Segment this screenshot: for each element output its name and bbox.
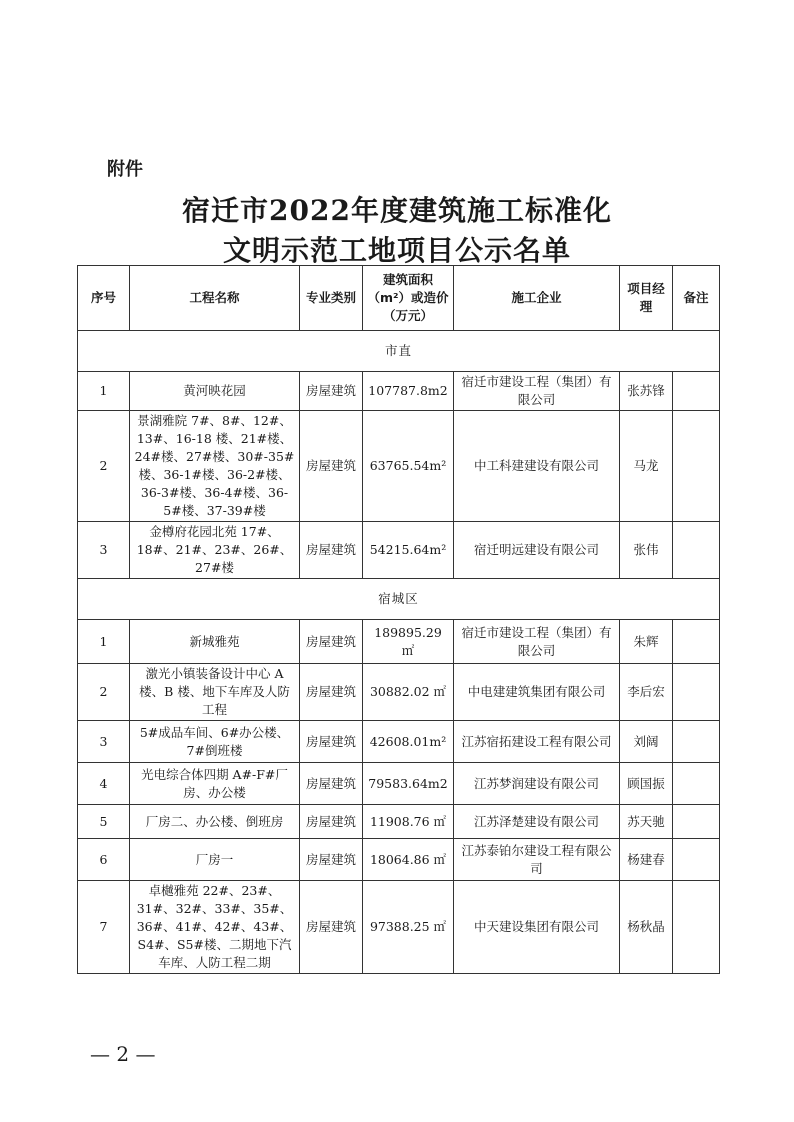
cell-category: 房屋建筑 [300,522,363,579]
table-row [78,372,720,411]
cell-no: 7 [78,881,130,974]
cell-name: 新城雅苑 [130,620,300,664]
cell-company: 宿迁市建设工程（集团）有限公司 [454,372,620,411]
cell-no: 1 [78,372,130,411]
document-title-line-2: 文明示范工地项目公示名单 [222,234,571,267]
cell-category: 房屋建筑 [300,763,363,805]
cell-area: 11908.76 ㎡ [363,805,454,839]
cell-area: 107787.8m2 [363,372,454,411]
attachment-label: 附件 [107,159,143,180]
cell-company: 江苏泽楚建设有限公司 [454,805,620,839]
cell-category: 房屋建筑 [300,881,363,974]
cell-name: 光电综合体四期 A#-F#厂房、办公楼 [130,763,300,805]
section-label: 宿城区 [78,579,720,620]
table-row [78,805,720,839]
cell-remark [673,805,720,839]
cell-name: 激光小镇装备设计中心 A 楼、B 楼、地下车库及人防工程 [130,664,300,721]
cell-area: 97388.25 ㎡ [363,881,454,974]
page-number: — 2 — [90,1042,156,1066]
cell-no: 4 [78,763,130,805]
cell-no: 1 [78,620,130,664]
cell-company: 江苏泰铂尔建设工程有限公司 [454,839,620,881]
cell-name: 厂房二、办公楼、倒班房 [130,805,300,839]
cell-no: 2 [78,411,130,522]
cell-remark [673,522,720,579]
cell-name: 5#成品车间、6#办公楼、7#倒班楼 [130,721,300,763]
cell-no: 2 [78,664,130,721]
cell-remark [673,372,720,411]
cell-company: 宿迁明远建设有限公司 [454,522,620,579]
header-remark: 备注 [673,266,720,331]
cell-area: 18064.86 ㎡ [363,839,454,881]
cell-remark [673,411,720,522]
cell-company: 中天建设集团有限公司 [454,881,620,974]
cell-name: 厂房一 [130,839,300,881]
cell-name: 卓樾雅苑 22#、23#、31#、32#、33#、35#、36#、41#、42#、43#、S4#、S5#楼、二期地下汽车库、人防工程二期 [130,881,300,974]
header-manager: 项目经理 [620,266,673,331]
cell-manager: 马龙 [620,411,673,522]
cell-category: 房屋建筑 [300,839,363,881]
cell-manager: 朱辉 [620,620,673,664]
cell-remark [673,664,720,721]
table-header-row [78,266,720,331]
cell-category: 房屋建筑 [300,664,363,721]
cell-category: 房屋建筑 [300,372,363,411]
cell-category: 房屋建筑 [300,721,363,763]
header-area: 建筑面积（m²）或造价（万元） [363,266,454,331]
cell-manager: 杨秋晶 [620,881,673,974]
table-row [78,664,720,721]
cell-no: 3 [78,522,130,579]
table-row [78,839,720,881]
cell-area: 42608.01m² [363,721,454,763]
cell-area: 63765.54m² [363,411,454,522]
cell-company: 宿迁市建设工程（集团）有限公司 [454,620,620,664]
section-row [78,579,720,620]
table-row [78,763,720,805]
cell-company: 中工科建建设有限公司 [454,411,620,522]
cell-area: 30882.02 ㎡ [363,664,454,721]
cell-company: 中电建建筑集团有限公司 [454,664,620,721]
cell-area: 54215.64m² [363,522,454,579]
cell-manager: 张伟 [620,522,673,579]
cell-category: 房屋建筑 [300,411,363,522]
cell-remark [673,839,720,881]
cell-manager: 张苏锋 [620,372,673,411]
cell-no: 6 [78,839,130,881]
table-row [78,721,720,763]
cell-area: 189895.29 ㎡ [363,620,454,664]
cell-category: 房屋建筑 [300,620,363,664]
cell-manager: 杨建春 [620,839,673,881]
project-roster-table [77,265,720,974]
cell-remark [673,721,720,763]
cell-name: 黄河映花园 [130,372,300,411]
section-label: 市直 [78,331,720,372]
document-title-line-1: 宿迁市2022年度建筑施工标准化 [182,194,612,227]
cell-company: 江苏梦润建设有限公司 [454,763,620,805]
cell-remark [673,763,720,805]
cell-name: 金樽府花园北苑 17#、18#、21#、23#、26#、27#楼 [130,522,300,579]
header-category: 专业类别 [300,266,363,331]
cell-remark [673,881,720,974]
cell-manager: 刘阔 [620,721,673,763]
header-no: 序号 [78,266,130,331]
table-row [78,620,720,664]
cell-category: 房屋建筑 [300,805,363,839]
cell-manager: 苏天驰 [620,805,673,839]
header-name: 工程名称 [130,266,300,331]
cell-company: 江苏宿拓建设工程有限公司 [454,721,620,763]
table-row [78,411,720,522]
header-company: 施工企业 [454,266,620,331]
cell-no: 3 [78,721,130,763]
cell-no: 5 [78,805,130,839]
table-row [78,881,720,974]
cell-remark [673,620,720,664]
table-row [78,522,720,579]
cell-manager: 李后宏 [620,664,673,721]
cell-manager: 顾国振 [620,763,673,805]
section-row [78,331,720,372]
cell-area: 79583.64m2 [363,763,454,805]
cell-name: 景湖雅院 7#、8#、12#、13#、16-18 楼、21#楼、24#楼、27#楼、30#-35#楼、36-1#楼、36-2#楼、36-3#楼、36-4#楼、36-5#楼、37-39#楼 [130,411,300,522]
